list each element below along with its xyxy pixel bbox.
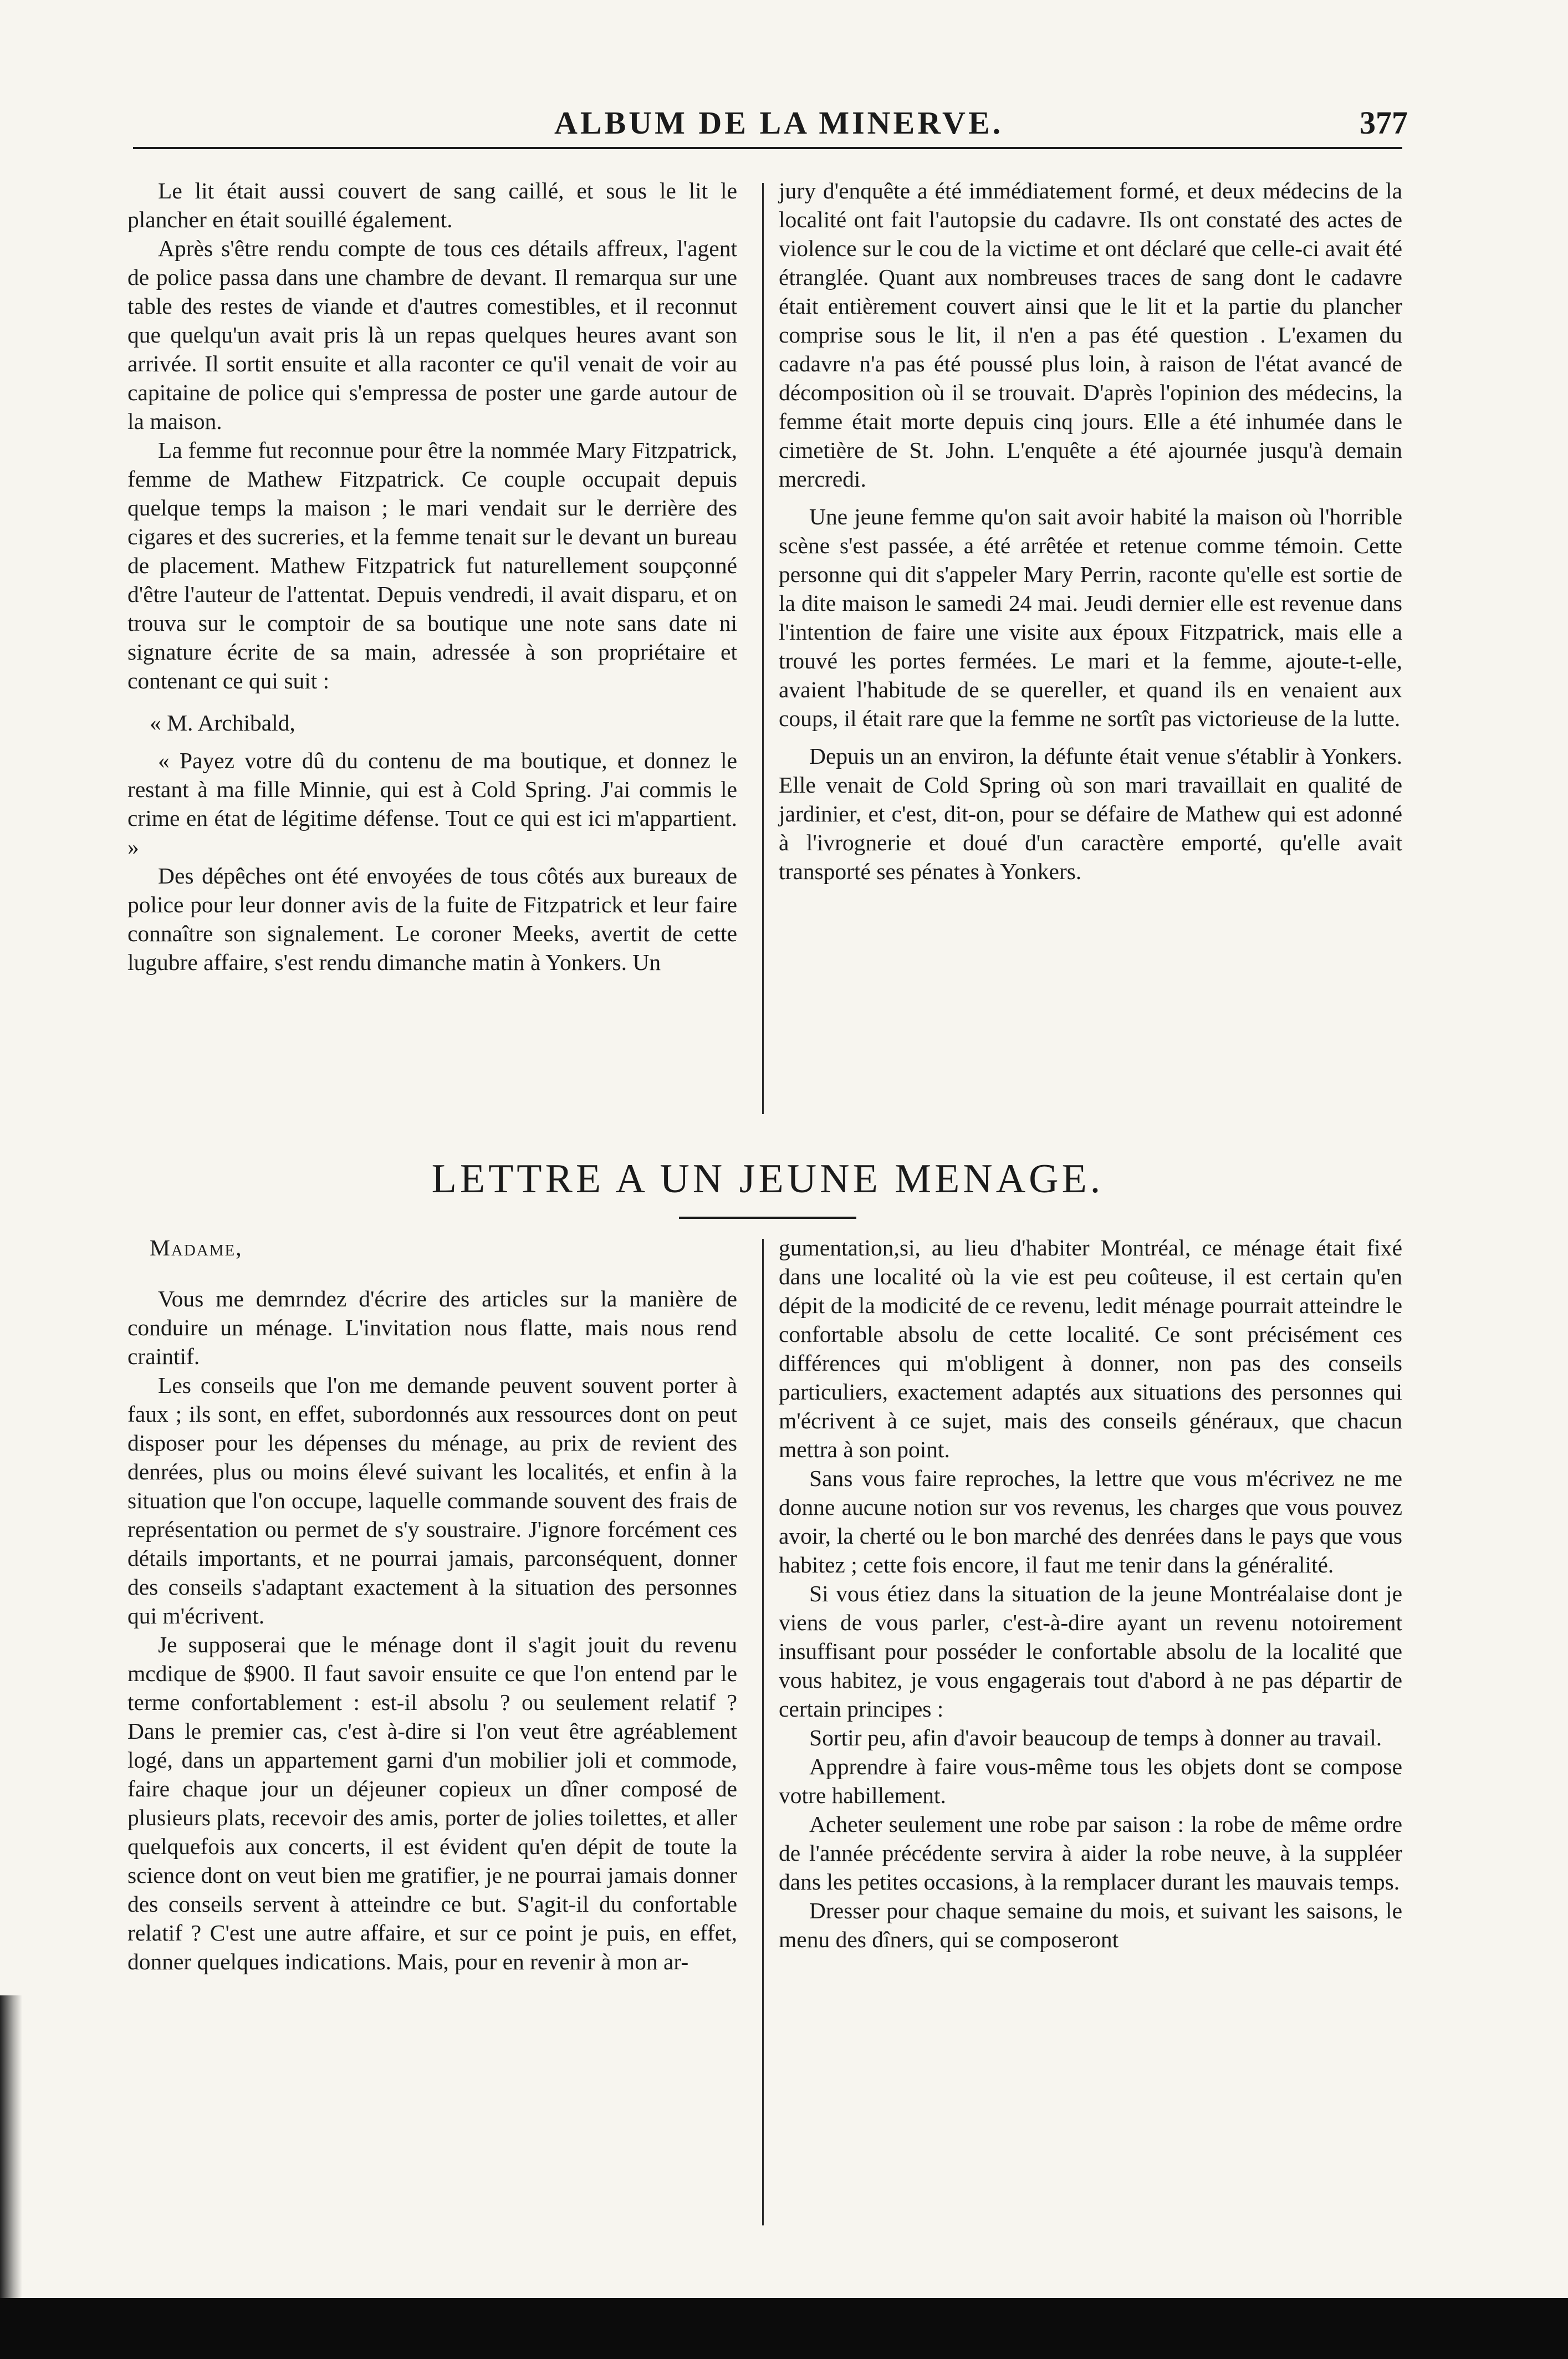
paragraph: gumentation,si, au lieu d'habiter Montréal, ce ménage était fixé dans une localité où la vie est peu coûteuse, il est certain qu'en dépit de la modicité de ce revenu, ledit ménage pourrait atteindre le confortable absolu de cette localité. Ce sont précisément ces différences qui m'obligent à donner, non pas des conseils particuliers, exactement adaptés aux situations des personnes qui m'écrivent à ce sujet, mais des conseils généraux, que chacun mettra à son point. [779,1235,1402,1462]
paragraph: Les conseils que l'on me demande peuvent souvent porter à faux ; ils sont, en effet, subordonnés aux ressources dont on peut disposer pour les dépenses du ménage, au prix de revient des denrées, plus ou moins élevé suivant les localités, et enfin à la situation que l'on occupe, laquelle commande souvent des frais de représentation ou permet de s'y soustraire. J'ignore forcément ces détails importants, et ne pourrai jamais, parconséquent, donner des conseils s'adaptant exactement à la situation des personnes qui m'écrivent. [127,1372,737,1628]
letter-column-right [779,1233,1402,1954]
paragraph: Je supposerai que le ménage dont il s'agit jouit du revenu mcdique de $900. Il faut savoir ensuite ce que l'on entend par le terme confortablement : est-il absolu ? ou seulement relatif ? Dans le premier cas, c'est à-dire si l'on veut être agréablement logé, dans un appartement garni d'un mobilier joli et commode, faire chaque jour un déjeuner copieux un dîner composé de plusieurs plats, recevoir des amis, porter de jolies toilettes, et aller quelquefois aux concerts, il est évident qu'en dépit de toute la science dont on veut bien me gratifier, je ne pourrai jamais donner des conseils servent à atteindre ce but. S'agit-il du confortable relatif ? C'est une autre affaire, et sur ce point je puis, en effet, donner quelques indications. Mais, pour en revenir à mon ar- [127,1632,737,1974]
article-column-left [127,176,737,977]
scan-edge-shadow [0,1995,22,2306]
salutation: Madame, [150,1235,243,1260]
paragraph: Vous me demrndez d'écrire des articles sur la manière de conduire un ménage. L'invitation nous flatte, mais nous rend craintif. [127,1286,737,1369]
header-rule [133,147,1402,149]
page-header [133,93,1408,154]
paragraph: Dresser pour chaque semaine du mois, et suivant les saisons, le menu des dîners, qui se composeront [779,1898,1402,1952]
article-column-right [779,176,1402,886]
paragraph: Apprendre à faire vous-même tous les objets dont se compose votre habillement. [779,1754,1402,1808]
page-number: 377 [1360,105,1408,141]
paragraph: jury d'enquête a été immédiatement formé, et deux médecins de la localité ont fait l'autopsie du cadavre. Ils ont constaté des actes de violence sur le cou de la victime et ont déclaré que celle-ci avait été étranglée. Quant aux nombreuses traces de sang dont le cadavre était entièrement couvert ainsi que le lit et la partie du plancher comprise sous le lit, il n'en a pas été question . L'examen du cadavre n'a pas été poussé plus loin, à raison de l'état avancé de décomposition où il se trouvait. D'après l'opinion des médecins, la femme était morte depuis cinq jours. Elle a été inhumée dans le cimetière de St. John. L'enquête a été ajournée jusqu'à demain mercredi. [779,178,1402,492]
paragraph: Une jeune femme qu'on sait avoir habité la maison où l'horrible scène s'est passée, a été arrêtée et retenue comme témoin. Cette personne qui dit s'appeler Mary Perrin, raconte qu'elle est sortie de la dite maison le samedi 24 mai. Jeudi dernier elle est revenue dans l'intention de faire une visite aux époux Fitzpatrick, mais elle a trouvé les portes fermées. Le mari et la femme, ajoute-t-elle, avaient l'habitude de se quereller, et quand ils en venaient aux coups, il était rare que la femme ne sortît pas victorieuse de la lutte. [779,504,1402,731]
paragraph: Le lit était aussi couvert de sang caillé, et sous le lit le plancher en était souillé également. [127,178,737,232]
paragraph: Sortir peu, afin d'avoir beaucoup de temps à donner au travail. [809,1725,1382,1750]
paragraph: Après s'être rendu compte de tous ces détails affreux, l'agent de police passa dans une chambre de devant. Il remarqua sur une table des restes de viande et d'autres comestibles, et il reconnut que quelqu'un avait pris là un repas quelques heures avant son arrivée. Il sortit ensuite et alla raconter ce qu'il venait de voir au capitaine de police qui s'empressa de poster une garde autour de la maison. [127,236,737,434]
paragraph: Acheter seulement une robe par saison : la robe de même ordre de l'année précédente servira à aider la robe neuve, à la suppléer dans les petites occasions, à la remplacer durant les mauvais temps. [779,1811,1402,1895]
letter-column-left [127,1233,737,1976]
paragraph: La femme fut reconnue pour être la nommée Mary Fitzpatrick, femme de Mathew Fitzpatrick. Ce couple occupait depuis quelque temps la maison ; le mari vendait sur le derrière des cigares et des sucreries, et la femme tenait sur le devant un bureau de placement. Mathew Fitzpatrick fut naturellement soupçonné d'être l'auteur de l'attentat. Depuis vendredi, il avait disparu, et on trouva sur le comptoir de sa boutique une note sans date ni signature écrite de sa main, adressée à son propriétaire et contenant ce qui suit : [127,437,737,693]
paragraph: Depuis un an environ, la défunte était venue s'établir à Yonkers. Elle venait de Cold Spring où son mari travaillait en qualité de jardinier, et c'est, dit-on, pour se défaire de Mathew qui est adonné à l'ivrognerie et doué d'un caractère emporté, qu'elle avait transporté ses pénates à Yonkers. [779,743,1402,884]
paragraph: Sans vous faire reproches, la lettre que vous m'écrivez ne me donne aucune notion sur vos revenus, les charges que vous pouvez avoir, la cherté ou le bon marché des denrées dans le pays que vous habitez ; cette fois encore, il faut me tenir dans la généralité. [779,1466,1402,1577]
paragraph: Si vous étiez dans la situation de la jeune Montréalaise dont je viens de vous parler, c'est-à-dire ayant un revenu notoirement insuffisant pour posséder le confortable absolu de la localité que vous habitez, je vous engagerais tout d'abord à ne pas départir de certain principes : [779,1581,1402,1722]
column-divider [762,1239,764,2225]
running-title: ALBUM DE LA MINERVE. [554,105,1004,141]
scan-bottom-shadow [0,2298,1568,2359]
paragraph: Des dépêches ont été envoyées de tous côtés aux bureaux de police pour leur donner avis de la fuite de Fitzpatrick et leur faire connaître son signalement. Le coroner Meeks, avertit de cette lugubre affaire, s'est rendu dimanche matin à Yonkers. Un [127,863,737,975]
title-rule [679,1217,856,1219]
quoted-note: « Payez votre dû du contenu de ma boutique, et donnez le restant à ma fille Minnie, qui est à Cold Spring. J'ai commis le crime en état de légitime défense. Tout ce qui est ici m'appartient. » [127,748,737,860]
section-title: LETTRE A UN JEUNE MENAGE. [431,1156,1104,1202]
quoted-salutation: « M. Archibald, [150,710,295,736]
column-divider [762,183,764,1114]
